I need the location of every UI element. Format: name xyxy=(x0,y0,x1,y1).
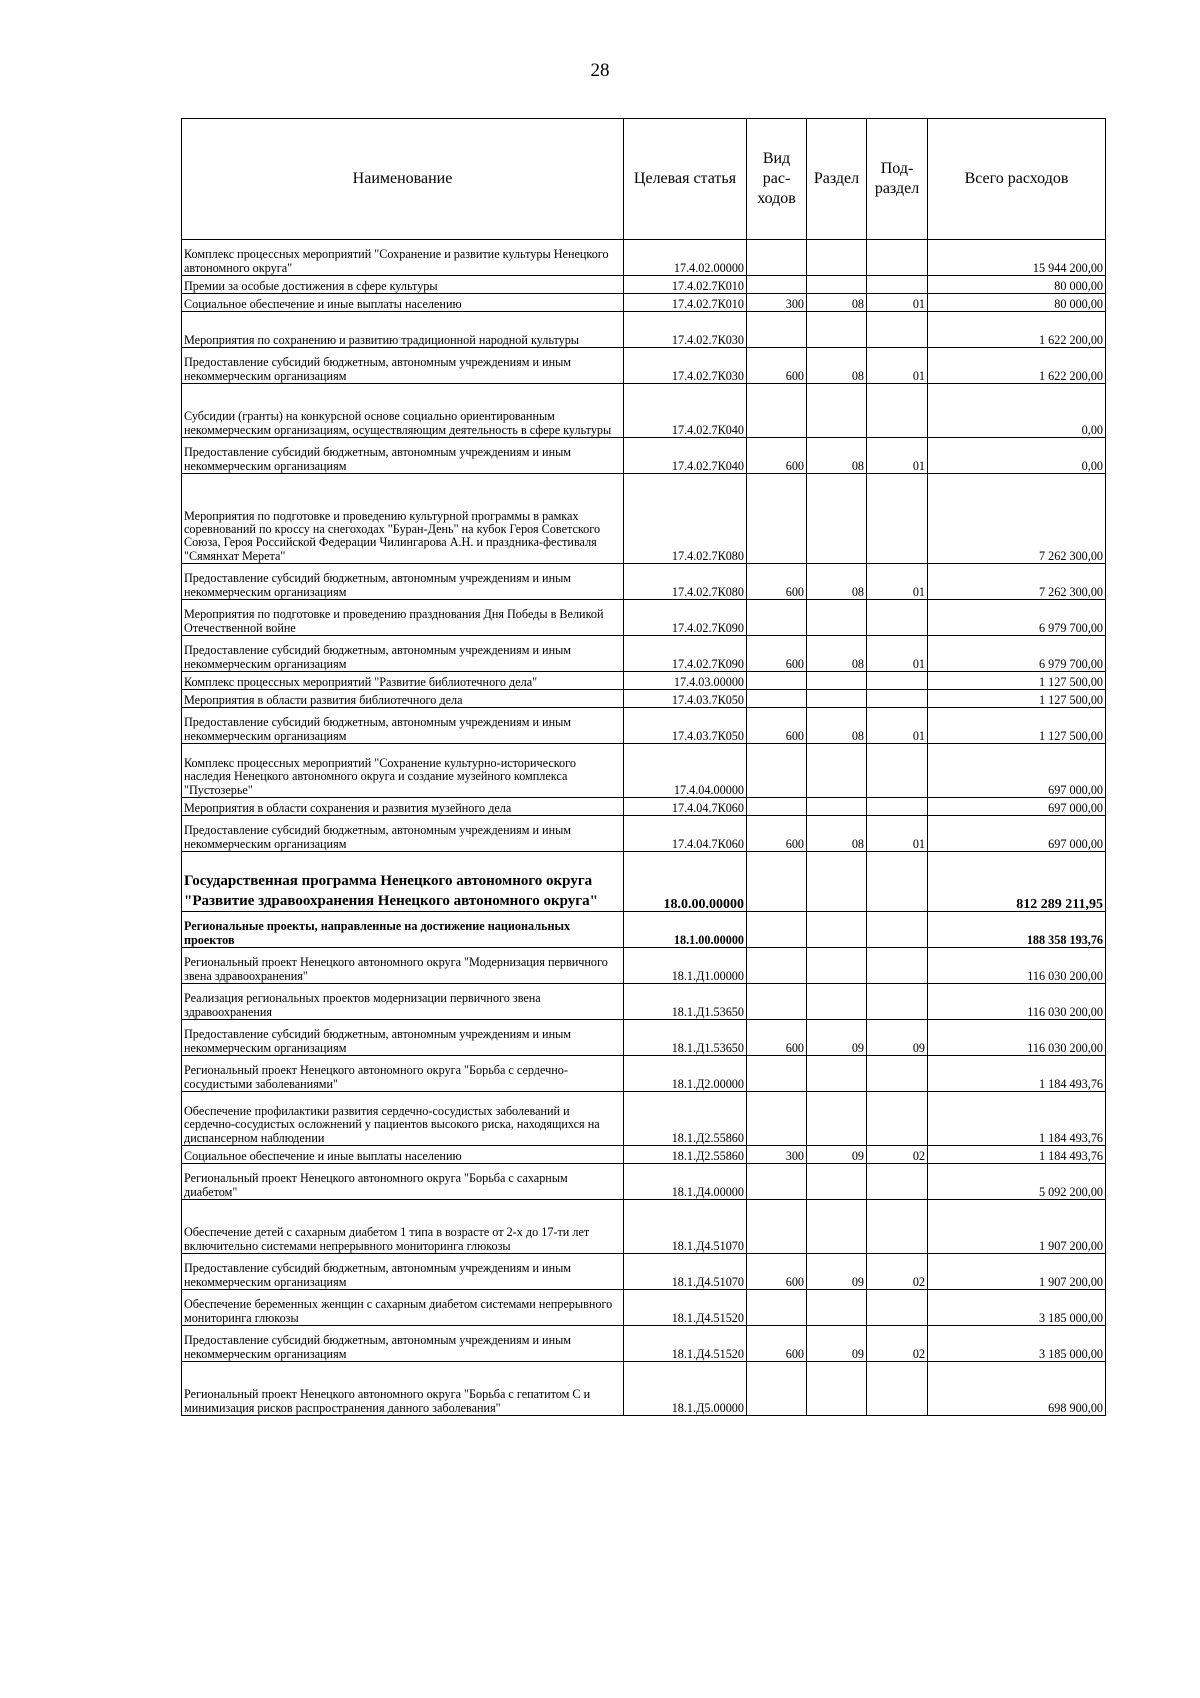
table-cell-razdel: 09 xyxy=(807,1254,867,1290)
table-cell-target: 18.1.Д4.51520 xyxy=(624,1290,747,1326)
table-cell-podrazdel: 09 xyxy=(867,1020,928,1056)
table-cell-razdel xyxy=(807,1092,867,1146)
table-row xyxy=(182,1326,1106,1362)
table-cell-target: 17.4.02.7К010 xyxy=(624,294,747,312)
table-row xyxy=(182,852,1106,912)
table-cell-name: Предоставление субсидий бюджетным, автономным учреждениям и иным некоммерческим организациям xyxy=(182,1254,624,1290)
table-cell-amount: 15 944 200,00 xyxy=(928,240,1106,276)
table-cell-amount: 3 185 000,00 xyxy=(928,1290,1106,1326)
table-cell-vid xyxy=(747,1164,807,1200)
table-cell-vid xyxy=(747,600,807,636)
table-cell-target: 17.4.03.7К050 xyxy=(624,708,747,744)
table-cell-razdel xyxy=(807,912,867,948)
table-cell-podrazdel xyxy=(867,852,928,912)
table-body xyxy=(182,240,1106,1416)
table-cell-name: Региональный проект Ненецкого автономного округа "Борьба с сахарным диабетом" xyxy=(182,1164,624,1200)
table-row xyxy=(182,1362,1106,1416)
table-cell-vid xyxy=(747,240,807,276)
table-cell-podrazdel xyxy=(867,912,928,948)
table-cell-target: 18.1.Д1.53650 xyxy=(624,984,747,1020)
table-cell-amount: 80 000,00 xyxy=(928,276,1106,294)
table-cell-razdel: 08 xyxy=(807,816,867,852)
table-cell-razdel xyxy=(807,1164,867,1200)
table-cell-podrazdel xyxy=(867,1164,928,1200)
table-cell-vid: 600 xyxy=(747,816,807,852)
table-cell-razdel xyxy=(807,474,867,564)
table-cell-razdel xyxy=(807,948,867,984)
table-cell-podrazdel xyxy=(867,798,928,816)
table-row xyxy=(182,474,1106,564)
table-cell-amount: 697 000,00 xyxy=(928,816,1106,852)
table-cell-razdel xyxy=(807,984,867,1020)
table-cell-vid: 300 xyxy=(747,294,807,312)
table-cell-target: 17.4.02.7К090 xyxy=(624,600,747,636)
table-cell-name: Социальное обеспечение и иные выплаты населению xyxy=(182,294,624,312)
table-row xyxy=(182,948,1106,984)
table-cell-razdel: 09 xyxy=(807,1326,867,1362)
table-cell-vid xyxy=(747,948,807,984)
table-cell-name: Предоставление субсидий бюджетным, автономным учреждениям и иным некоммерческим организациям xyxy=(182,636,624,672)
table-cell-name: Предоставление субсидий бюджетным, автономным учреждениям и иным некоммерческим организациям xyxy=(182,348,624,384)
table-cell-vid xyxy=(747,744,807,798)
table-header xyxy=(182,119,1106,240)
table-cell-razdel: 08 xyxy=(807,294,867,312)
table-cell-amount: 7 262 300,00 xyxy=(928,564,1106,600)
table-cell-name: Социальное обеспечение и иные выплаты населению xyxy=(182,1146,624,1164)
table-cell-podrazdel: 01 xyxy=(867,294,928,312)
header-name: Наименование xyxy=(182,119,624,240)
table-cell-podrazdel: 01 xyxy=(867,636,928,672)
table-cell-target: 18.1.Д2.55860 xyxy=(624,1146,747,1164)
table-cell-amount: 116 030 200,00 xyxy=(928,1020,1106,1056)
table-cell-name: Региональный проект Ненецкого автономного округа "Борьба с сердечно-сосудистыми заболеваниями" xyxy=(182,1056,624,1092)
table-row xyxy=(182,1020,1106,1056)
table-row xyxy=(182,294,1106,312)
table-cell-podrazdel xyxy=(867,1200,928,1254)
table-cell-target: 17.4.02.7К080 xyxy=(624,564,747,600)
table-cell-target: 18.1.Д5.00000 xyxy=(624,1362,747,1416)
table-cell-amount: 697 000,00 xyxy=(928,744,1106,798)
table-row xyxy=(182,384,1106,438)
header-total: Всего расходов xyxy=(928,119,1106,240)
table-cell-amount: 1 127 500,00 xyxy=(928,690,1106,708)
table-row xyxy=(182,672,1106,690)
table-cell-target: 17.4.02.7К010 xyxy=(624,276,747,294)
table-cell-target: 18.1.Д4.51070 xyxy=(624,1200,747,1254)
table-cell-target: 17.4.03.00000 xyxy=(624,672,747,690)
table-cell-podrazdel: 01 xyxy=(867,816,928,852)
table-row xyxy=(182,636,1106,672)
table-cell-target: 17.4.02.7К040 xyxy=(624,384,747,438)
table-cell-amount: 1 184 493,76 xyxy=(928,1146,1106,1164)
budget-table xyxy=(181,118,1106,1416)
table-cell-target: 17.4.02.00000 xyxy=(624,240,747,276)
table-cell-vid: 600 xyxy=(747,438,807,474)
table-cell-name: Мероприятия в области сохранения и развития музейного дела xyxy=(182,798,624,816)
table-cell-target: 18.1.Д4.51070 xyxy=(624,1254,747,1290)
table-cell-razdel: 08 xyxy=(807,636,867,672)
table-cell-podrazdel: 01 xyxy=(867,348,928,384)
table-cell-vid xyxy=(747,852,807,912)
table-cell-vid xyxy=(747,276,807,294)
table-cell-vid xyxy=(747,1290,807,1326)
table-cell-amount: 6 979 700,00 xyxy=(928,600,1106,636)
table-cell-podrazdel xyxy=(867,600,928,636)
table-cell-name: Мероприятия в области развития библиотечного дела xyxy=(182,690,624,708)
table-cell-razdel xyxy=(807,672,867,690)
table-cell-amount: 0,00 xyxy=(928,438,1106,474)
table-cell-podrazdel xyxy=(867,948,928,984)
table-cell-podrazdel xyxy=(867,744,928,798)
table-cell-amount: 1 622 200,00 xyxy=(928,348,1106,384)
table-row xyxy=(182,564,1106,600)
table-cell-podrazdel xyxy=(867,384,928,438)
table-cell-vid: 600 xyxy=(747,1020,807,1056)
table-row xyxy=(182,1200,1106,1254)
table-cell-podrazdel: 01 xyxy=(867,438,928,474)
table-cell-target: 17.4.04.00000 xyxy=(624,744,747,798)
table-cell-razdel: 09 xyxy=(807,1146,867,1164)
table-cell-podrazdel: 01 xyxy=(867,708,928,744)
table-cell-target: 18.1.Д2.00000 xyxy=(624,1056,747,1092)
table-cell-razdel xyxy=(807,1362,867,1416)
table-cell-name: Предоставление субсидий бюджетным, автономным учреждениям и иным некоммерческим организациям xyxy=(182,438,624,474)
table-cell-name: Государственная программа Ненецкого автономного округа "Развитие здравоохранения Ненецкого автономного округа" xyxy=(182,852,624,912)
table-cell-name: Реализация региональных проектов модернизации первичного звена здравоохранения xyxy=(182,984,624,1020)
table-cell-amount: 1 907 200,00 xyxy=(928,1254,1106,1290)
table-cell-podrazdel xyxy=(867,1362,928,1416)
table-cell-amount: 188 358 193,76 xyxy=(928,912,1106,948)
table-cell-amount: 7 262 300,00 xyxy=(928,474,1106,564)
table-cell-vid xyxy=(747,798,807,816)
table-cell-amount: 812 289 211,95 xyxy=(928,852,1106,912)
table-cell-vid: 600 xyxy=(747,564,807,600)
table-cell-vid xyxy=(747,1362,807,1416)
table-cell-name: Предоставление субсидий бюджетным, автономным учреждениям и иным некоммерческим организациям xyxy=(182,564,624,600)
table-row xyxy=(182,744,1106,798)
table-row xyxy=(182,438,1106,474)
table-cell-name: Региональные проекты, направленные на достижение национальных проектов xyxy=(182,912,624,948)
table-cell-amount: 116 030 200,00 xyxy=(928,948,1106,984)
header-podrazdel: Под- раздел xyxy=(867,119,928,240)
table-cell-name: Мероприятия по подготовке и проведению празднования Дня Победы в Великой Отечественной войне xyxy=(182,600,624,636)
table-cell-name: Комплекс процессных мероприятий "Сохранение и развитие культуры Ненецкого автономного округа" xyxy=(182,240,624,276)
table-cell-podrazdel xyxy=(867,672,928,690)
table-cell-target: 17.4.02.7К030 xyxy=(624,348,747,384)
table-cell-razdel xyxy=(807,384,867,438)
table-row xyxy=(182,984,1106,1020)
table-cell-amount: 1 184 493,76 xyxy=(928,1056,1106,1092)
table-row xyxy=(182,708,1106,744)
table-cell-razdel xyxy=(807,1200,867,1254)
table-cell-vid xyxy=(747,474,807,564)
table-cell-vid xyxy=(747,384,807,438)
table-row xyxy=(182,690,1106,708)
table-cell-vid: 300 xyxy=(747,1146,807,1164)
table-cell-name: Предоставление субсидий бюджетным, автономным учреждениям и иным некоммерческим организациям xyxy=(182,708,624,744)
table-cell-podrazdel: 01 xyxy=(867,564,928,600)
table-cell-name: Региональный проект Ненецкого автономного округа "Борьба с гепатитом С и минимизация рисков распространения данного заболевания" xyxy=(182,1362,624,1416)
table-cell-vid xyxy=(747,690,807,708)
table-cell-vid xyxy=(747,1200,807,1254)
table-cell-podrazdel: 02 xyxy=(867,1146,928,1164)
table-cell-target: 17.4.02.7К090 xyxy=(624,636,747,672)
table-cell-target: 17.4.03.7К050 xyxy=(624,690,747,708)
table-cell-podrazdel xyxy=(867,1092,928,1146)
table-cell-podrazdel: 02 xyxy=(867,1254,928,1290)
table-cell-vid xyxy=(747,312,807,348)
table-cell-razdel: 08 xyxy=(807,348,867,384)
table-cell-vid xyxy=(747,912,807,948)
page-number: 28 xyxy=(590,60,610,81)
table-cell-target: 18.1.Д2.55860 xyxy=(624,1092,747,1146)
table-cell-target: 18.1.Д1.00000 xyxy=(624,948,747,984)
table-cell-target: 17.4.04.7К060 xyxy=(624,816,747,852)
table-cell-amount: 6 979 700,00 xyxy=(928,636,1106,672)
table-row xyxy=(182,1164,1106,1200)
table-cell-name: Региональный проект Ненецкого автономного округа "Модернизация первичного звена здравоохранения" xyxy=(182,948,624,984)
table-cell-razdel xyxy=(807,1290,867,1326)
table-cell-name: Субсидии (гранты) на конкурсной основе социально ориентированным некоммерческим организациям, осуществляющим деятельность в сфере культуры xyxy=(182,384,624,438)
table-cell-name: Обеспечение профилактики развития сердечно-сосудистых заболеваний и сердечно-сосудистых осложнений у пациентов высокого риска, находящихся на диспансерном наблюдении xyxy=(182,1092,624,1146)
table-cell-razdel xyxy=(807,240,867,276)
table-row xyxy=(182,1056,1106,1092)
table-cell-target: 18.0.00.00000 xyxy=(624,852,747,912)
table-cell-vid xyxy=(747,672,807,690)
table-cell-vid xyxy=(747,984,807,1020)
table-cell-vid xyxy=(747,1092,807,1146)
table-cell-vid: 600 xyxy=(747,1254,807,1290)
table-cell-target: 17.4.02.7К030 xyxy=(624,312,747,348)
table-row xyxy=(182,312,1106,348)
table-cell-razdel xyxy=(807,798,867,816)
table-cell-razdel xyxy=(807,312,867,348)
table-cell-podrazdel: 02 xyxy=(867,1326,928,1362)
table-cell-name: Комплекс процессных мероприятий "Сохранение культурно-исторического наследия Ненецкого автономного округа и создание музейного комплекса "Пустозерье" xyxy=(182,744,624,798)
table-cell-target: 18.1.Д1.53650 xyxy=(624,1020,747,1056)
table-cell-podrazdel xyxy=(867,474,928,564)
table-cell-name: Мероприятия по подготовке и проведению культурной программы в рамках соревнований по кроссу на снегоходах "Буран-День" на кубок Героя Советского Союза, Героя Российской Федерации Чилингарова А.Н. и праздника-фестиваля "Сямянхат Мерета" xyxy=(182,474,624,564)
table-cell-amount: 80 000,00 xyxy=(928,294,1106,312)
table-cell-amount: 3 185 000,00 xyxy=(928,1326,1106,1362)
table-cell-name: Мероприятия по сохранению и развитию традиционной народной культуры xyxy=(182,312,624,348)
table-cell-podrazdel xyxy=(867,690,928,708)
table-cell-name: Предоставление субсидий бюджетным, автономным учреждениям и иным некоммерческим организациям xyxy=(182,1326,624,1362)
table-cell-name: Обеспечение детей с сахарным диабетом 1 типа в возрасте от 2-х до 17-ти лет включительно системами непрерывного мониторинга глюкозы xyxy=(182,1200,624,1254)
table-row xyxy=(182,600,1106,636)
table-cell-razdel xyxy=(807,276,867,294)
header-vid: Вид рас- ходов xyxy=(747,119,807,240)
table-cell-razdel xyxy=(807,600,867,636)
table-row xyxy=(182,1146,1106,1164)
table-cell-name: Предоставление субсидий бюджетным, автономным учреждениям и иным некоммерческим организациям xyxy=(182,1020,624,1056)
table-cell-name: Комплекс процессных мероприятий "Развитие библиотечного дела" xyxy=(182,672,624,690)
table-cell-podrazdel xyxy=(867,984,928,1020)
table-row xyxy=(182,816,1106,852)
table-cell-target: 18.1.00.00000 xyxy=(624,912,747,948)
table-cell-amount: 5 092 200,00 xyxy=(928,1164,1106,1200)
table-row xyxy=(182,348,1106,384)
table-cell-name: Премии за особые достижения в сфере культуры xyxy=(182,276,624,294)
table-row xyxy=(182,912,1106,948)
table-row xyxy=(182,1254,1106,1290)
table-cell-target: 18.1.Д4.51520 xyxy=(624,1326,747,1362)
table-cell-podrazdel xyxy=(867,240,928,276)
table-cell-amount: 1 127 500,00 xyxy=(928,672,1106,690)
table-cell-name: Предоставление субсидий бюджетным, автономным учреждениям и иным некоммерческим организациям xyxy=(182,816,624,852)
table-cell-amount: 1 127 500,00 xyxy=(928,708,1106,744)
table-cell-target: 17.4.02.7К080 xyxy=(624,474,747,564)
table-cell-target: 17.4.04.7К060 xyxy=(624,798,747,816)
table-cell-razdel xyxy=(807,744,867,798)
table-cell-name: Обеспечение беременных женщин с сахарным диабетом системами непрерывного мониторинга глюкозы xyxy=(182,1290,624,1326)
table-cell-vid: 600 xyxy=(747,708,807,744)
table-row xyxy=(182,1290,1106,1326)
table-cell-vid xyxy=(747,1056,807,1092)
table-cell-razdel xyxy=(807,852,867,912)
table-cell-razdel: 09 xyxy=(807,1020,867,1056)
table-cell-amount: 1 622 200,00 xyxy=(928,312,1106,348)
table-cell-razdel: 08 xyxy=(807,564,867,600)
table-row xyxy=(182,1092,1106,1146)
table-cell-podrazdel xyxy=(867,1290,928,1326)
table-row xyxy=(182,798,1106,816)
table-cell-vid: 600 xyxy=(747,1326,807,1362)
table-cell-amount: 116 030 200,00 xyxy=(928,984,1106,1020)
table-cell-amount: 697 000,00 xyxy=(928,798,1106,816)
table-cell-amount: 1 184 493,76 xyxy=(928,1092,1106,1146)
table-cell-vid: 600 xyxy=(747,348,807,384)
table-cell-target: 18.1.Д4.00000 xyxy=(624,1164,747,1200)
table-cell-amount: 1 907 200,00 xyxy=(928,1200,1106,1254)
table-cell-podrazdel xyxy=(867,276,928,294)
table-cell-razdel: 08 xyxy=(807,438,867,474)
table-cell-podrazdel xyxy=(867,312,928,348)
table-cell-podrazdel xyxy=(867,1056,928,1092)
table-cell-razdel xyxy=(807,690,867,708)
table-cell-razdel: 08 xyxy=(807,708,867,744)
table-cell-razdel xyxy=(807,1056,867,1092)
table-cell-amount: 0,00 xyxy=(928,384,1106,438)
table-row xyxy=(182,276,1106,294)
header-target: Целевая статья xyxy=(624,119,747,240)
table-cell-amount: 698 900,00 xyxy=(928,1362,1106,1416)
table-cell-target: 17.4.02.7К040 xyxy=(624,438,747,474)
header-razdel: Раздел xyxy=(807,119,867,240)
table-cell-vid: 600 xyxy=(747,636,807,672)
table-row xyxy=(182,240,1106,276)
